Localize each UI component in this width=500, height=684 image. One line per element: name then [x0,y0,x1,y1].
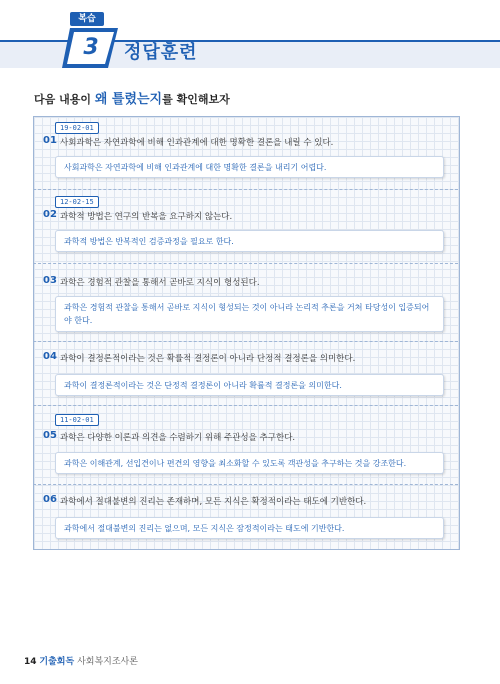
intro-highlight: 왜 틀렸는지 [94,92,163,107]
item-number: 01 [43,135,57,146]
exercise-item [33,264,458,342]
exam-code-tag: 11-02-01 [55,414,99,426]
item-number: 03 [43,275,57,286]
page-footer [24,654,138,667]
item-number: 06 [43,494,57,505]
item-number: 05 [43,430,57,441]
exam-code-tag: 19-02-01 [55,122,99,134]
item-number: 04 [43,351,57,362]
answer-box: 과학은 이해관계, 선입견이나 편견의 영향을 최소화할 수 있도록 객관성을 추구하는 것을 강조한다. [55,452,444,474]
question-text: 과학은 다양한 이론과 의견을 수렴하기 위해 주관성을 추구한다. [60,433,296,443]
answer-box: 과학은 경험적 관찰을 통해서 곧바로 지식이 형성되는 것이 아니라 논리적 추론을 거쳐 타당성이 입증되어야 한다. [55,296,444,332]
answer-box: 사회과학은 자연과학에 비해 인과관계에 대한 명확한 결론을 내리기 어렵다. [55,156,444,178]
exam-code-tag: 12-02-15 [55,196,99,208]
question-text: 과학은 경험적 관찰을 통해서 곧바로 지식이 형성된다. [60,278,260,288]
page-title: 정답훈련 [124,42,198,63]
answer-box: 과학에서 절대불변의 진리는 없으며, 모든 지식은 잠정적이라는 태도에 기반한다. [55,517,444,539]
review-tag: 복습 [70,12,104,26]
exercise-item [33,406,458,484]
item-number: 02 [43,209,57,220]
exercise-item [33,485,458,547]
answer-box: 과학이 결정론적이라는 것은 단정적 결정론이 아니라 확률적 결정론을 의미한다. [55,374,444,396]
subject-name: 사회복지조사론 [77,657,138,667]
question-text: 사회과학은 자연과학에 비해 인과관계에 대한 명확한 결론을 내릴 수 있다. [60,138,334,148]
question-text: 과학에서 절대불변의 진리는 존재하며, 모든 지식은 확정적이라는 태도에 기반한다. [60,497,367,507]
intro-line: 다음 내용이 왜 틀렸는지를 확인해보자 [34,92,230,107]
page-number: 14 [24,657,37,667]
exercise-item [33,116,458,188]
answer-box: 과학적 방법은 반복적인 검증과정을 필요로 한다. [55,230,444,252]
question-text: 과학적 방법은 연구의 반복을 요구하지 않는다. [60,212,233,222]
exercise-item [33,190,458,260]
question-text: 과학이 결정론적이라는 것은 확률적 결정론이 아니라 단정적 결정론을 의미한다. [60,354,356,364]
exercise-item [33,342,458,404]
section-number: 3 [83,35,99,60]
book-title: 기출회독 [39,657,75,667]
